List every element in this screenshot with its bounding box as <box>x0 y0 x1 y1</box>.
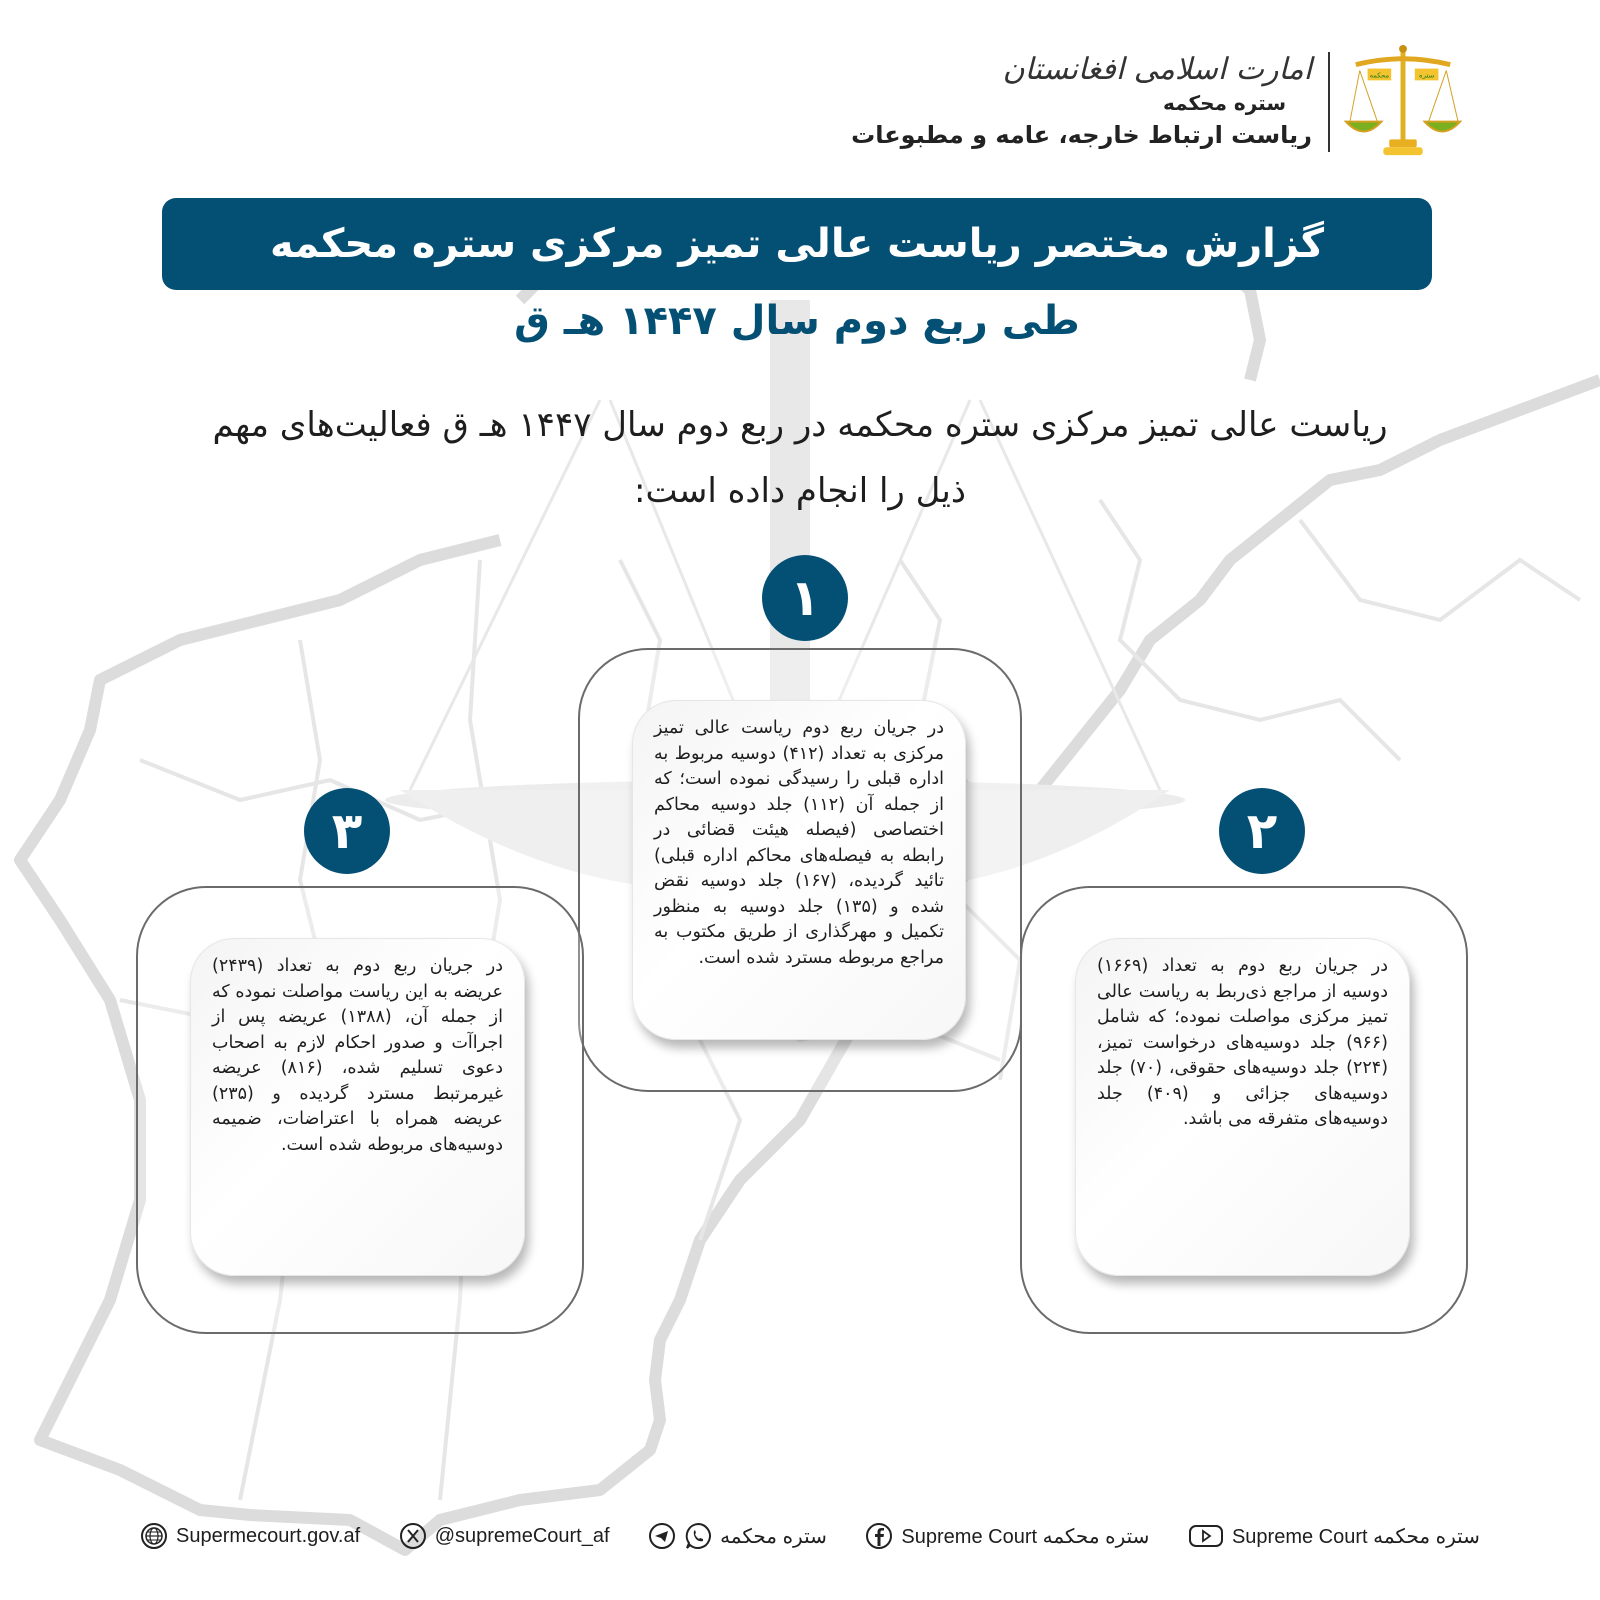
messaging-label: ستره محکمه <box>720 1525 827 1548</box>
telegram-icon[interactable] <box>648 1522 676 1550</box>
x-twitter-icon <box>399 1522 427 1550</box>
emirate-name: امارت اسلامی افغانستان <box>1002 52 1312 87</box>
item-2-card <box>1075 938 1410 1276</box>
item-1-number-badge: ۱ <box>762 555 848 641</box>
youtube-icon <box>1188 1522 1224 1550</box>
title-banner <box>162 198 1432 290</box>
youtube-label: Supreme Court ستره محکمه <box>1231 1525 1480 1548</box>
website-label: Supermecourt.gov.af <box>176 1524 361 1547</box>
facebook-icon <box>865 1522 893 1550</box>
item-3-text: در جریان ربع دوم به تعداد (۲۴۳۹) عریضه به این ریاست مواصلت نموده که از جمله آن، (۱۳۸۸) عریضه پس از اجراآت و صدور احکام لازم به اصحاب دعوی تسلیم شده، (۸۱۶) عریضه غیرمرتبط مسترد گردیده و (۲۳۵) عریضه همراه با اعتراضات، ضمیمه دوسیه‌های مربوطه شده است. <box>212 956 503 1155</box>
item-1-text: در جریان ربع دوم ریاست عالی تمیز مرکزی به تعداد (۴۱۲) دوسیه مربوط به اداره قبلی را رسیدگی نموده است؛ که از جمله آن (۱۱۲) جلد دوسیه محاکم اختصاصی (فیصله هیئت قضائی در رابطه به فیصله‌های محاکم اداره قبلی) تائید گردیده، (۱۶۷) جلد دوسیه نقض شده و (۱۳۵) جلد دوسیه به منظور تکمیل و مهرگذاری از طریق مکتوب به مراجع مربوطه مسترد شده است. <box>654 718 945 968</box>
item-1-card <box>632 700 966 1040</box>
globe-icon <box>140 1522 168 1550</box>
facebook-label: Supreme Court ستره محکمه <box>901 1525 1150 1548</box>
item-3-number-badge: ۳ <box>304 788 390 874</box>
page-subtitle: طی ربع دوم سال ۱۴۴۷ هـ ق <box>514 298 1080 344</box>
page-title: گزارش مختصر ریاست عالی تمیز مرکزی ستره محکمه <box>270 221 1324 267</box>
whatsapp-icon[interactable] <box>684 1522 712 1550</box>
court-name: ستره محکمه <box>1162 91 1286 115</box>
item-2-text: در جریان ربع دوم به تعداد (۱۶۶۹) دوسیه از مراجع ذی‌ربط به ریاست عالی تمیز مرکزی مواصلت نموده؛ که شامل (۹۶۶) جلد دوسیه‌های درخواست تمیز، (۲۲۴) جلد دوسیه‌های حقوقی، (۷۰) جلد دوسیه‌های جزائی و (۴۰۹) جلد دوسیه‌های متفرقه می باشد. <box>1097 956 1389 1129</box>
youtube-link[interactable] <box>1188 1522 1480 1550</box>
logo-label-left: محکمه <box>1369 71 1390 80</box>
intro-line-1: ریاست عالی تمیز مرکزی ستره محکمه در ربع دوم سال ۱۴۴۷ هـ ق فعالیت‌های مهم <box>212 405 1388 445</box>
facebook-link[interactable] <box>865 1522 1149 1550</box>
x-handle: @supremeCourt_af <box>434 1524 610 1547</box>
header <box>851 42 1462 162</box>
item-3-card <box>190 938 525 1276</box>
item-2-number-badge: ۲ <box>1219 788 1305 874</box>
x-link[interactable] <box>399 1522 610 1550</box>
logo-label-right: ستره <box>1418 71 1435 80</box>
website-link[interactable] <box>140 1522 360 1550</box>
intro-paragraph <box>150 392 1450 524</box>
scales-of-justice-icon <box>1344 43 1462 161</box>
department-name: ریاست ارتباط خارجه، عامه و مطبوعات <box>851 121 1312 149</box>
messaging-links[interactable] <box>648 1522 827 1550</box>
intro-line-2: ذیل را انجام داده است: <box>633 471 967 511</box>
header-divider <box>1328 52 1330 152</box>
footer-social-links <box>140 1518 1480 1554</box>
